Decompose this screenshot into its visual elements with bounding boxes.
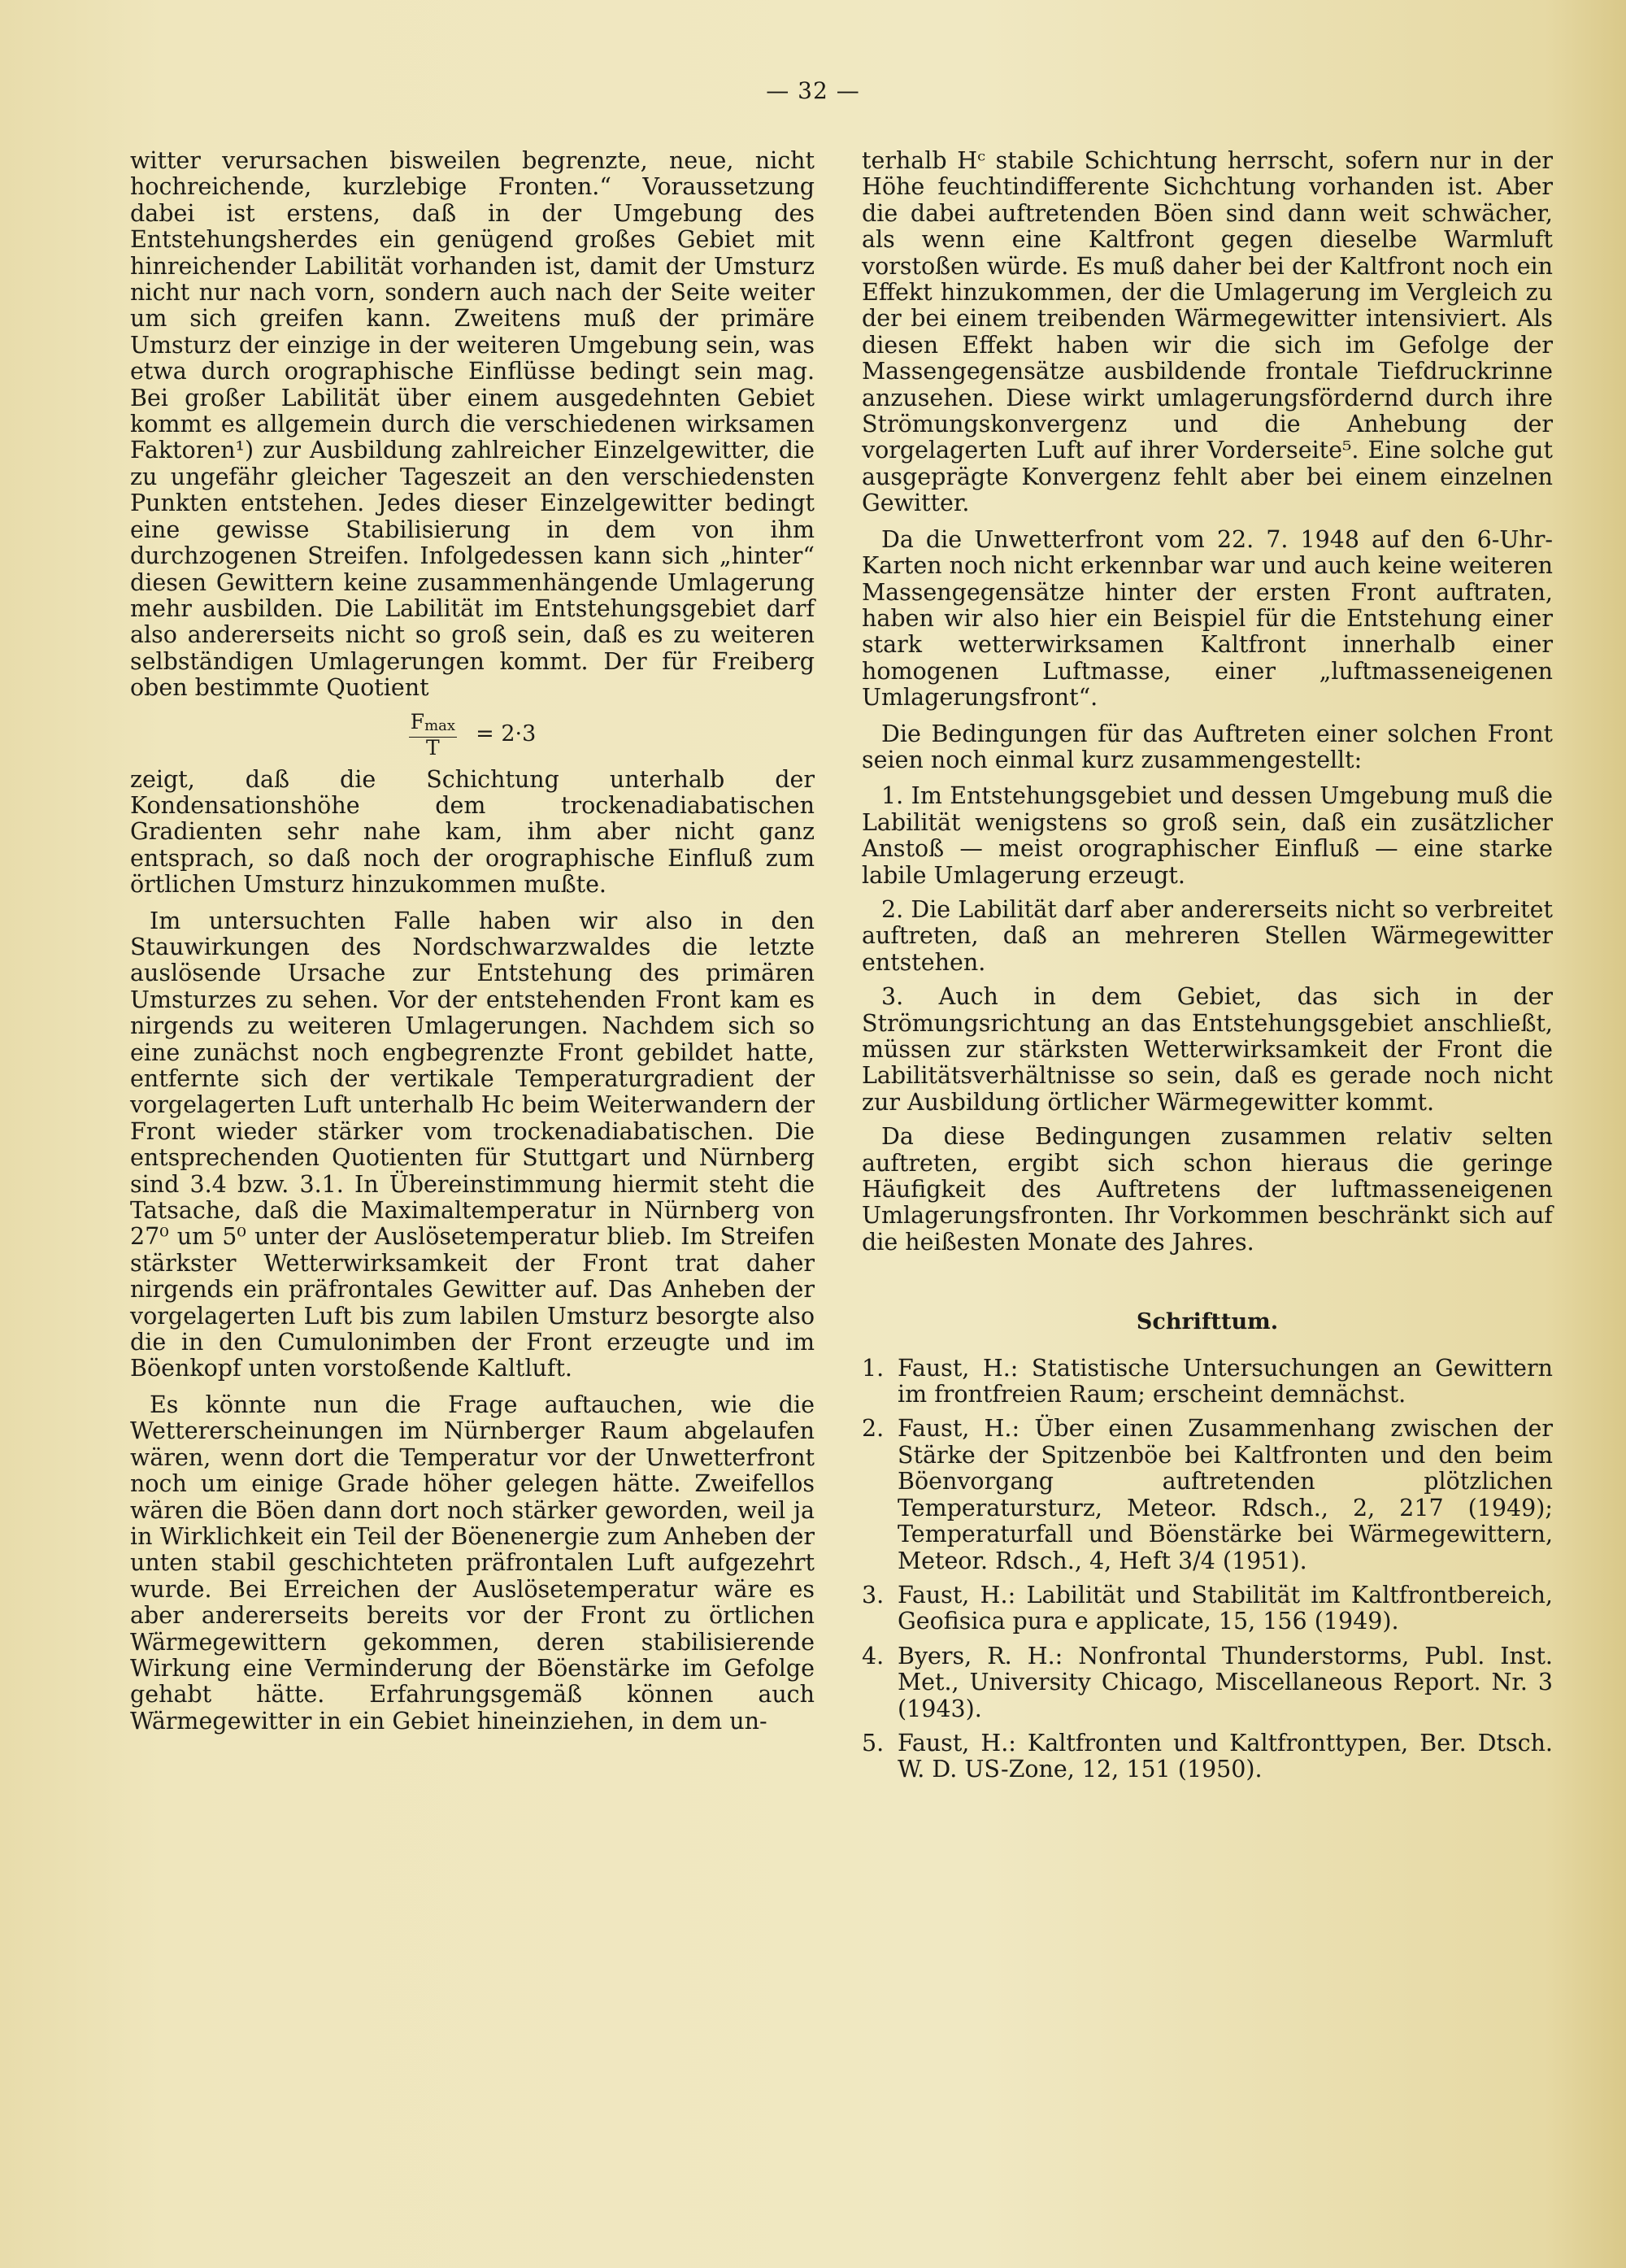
formula-result: = 2·3 — [476, 721, 537, 747]
references-list — [862, 1356, 1553, 1783]
page-number: — 32 — — [766, 77, 860, 104]
paragraph: Da diese Bedingungen zusammen relativ selten auftreten, ergibt sich schon hieraus die geringe Häufigkeit des Auftretens der luftmasseneigenen Umlagerungsfronten. Ihr Vorkommen beschränkt sich auf die heißesten Monate des Jahres. — [862, 1123, 1553, 1256]
reference-text: Faust, H.: Statistische Untersuchungen an Gewittern im frontfreien Raum; erscheint demnächst. — [898, 1354, 1553, 1408]
condition-text: Auch in dem Gebiet, das sich in der Strömungsrichtung an das Entstehungsgebiet anschließt, müssen zur stärksten Wetterwirksamkeit der Front die Labilitätsverhältnisse so sein, daß es gerade noch nicht zur Ausbildung örtlicher Wärmegewitter kommt. — [862, 983, 1553, 1116]
reference-number: 3. — [862, 1581, 885, 1608]
paragraph: Im untersuchten Falle haben wir also in den Stauwirkungen des Nordschwarzwaldes die letzte auslösende Ursache zur Entstehung des primären Umsturzes zu sehen. Vor der entstehenden Front kam es nirgends zu weiteren Umlagerungen. Nachdem sich so eine zunächst noch engbegrenzte Front gebildet hatte, entfernte sich der vertikale Temperaturgradient der vorgelagerten Luft unterhalb Hc beim Weiterwandern der Front wieder stärker vom trockenadiabatischen. Die entsprechenden Quotienten für Stuttgart und Nürnberg sind 3.4 bzw. 3.1. In Übereinstimmung hiermit steht die Tatsache, daß die Maximaltemperatur in Nürnberg von 27⁰ um 5⁰ unter der Auslösetemperatur blieb. Im Streifen stärkster Wetterwirksamkeit der Front trat daher nirgends ein präfrontales Gewitter auf. Das Anheben der vorgelagerten Luft bis zum labilen Umsturz besorgte also die in den Cumulonimben der Front erzeugte und im Böenkopf unten vorstoßende Kaltluft. — [130, 907, 815, 1382]
references-heading: Schrifttum. — [1136, 1309, 1279, 1335]
reference-text: Faust, H.: Über einen Zusammenhang zwischen der Stärke der Spitzenböe bei Kaltfronten und den beim Böenvorgang auftretenden plötzlichen Temperatursturz, Meteor. Rdsch., 2, 217 (1949); Temperaturfall und Böenstärke bei Wärmegewittern, Meteor. Rdsch., 4, Heft 3/4 (1951). — [898, 1415, 1553, 1574]
paragraph: zeigt, daß die Schichtung unterhalb der Kondensationshöhe dem trockenadiabatischen Gradienten sehr nahe kam, ihm aber nicht ganz entsprach, so daß noch der orographische Einfluß zum örtlichen Umsturz hinzukommen mußte. — [130, 765, 815, 899]
fraction-numerator: $F_{max}$ — [409, 712, 457, 738]
reference-number: 2. — [862, 1415, 885, 1443]
reference-item — [862, 1582, 1553, 1635]
condition-item — [862, 984, 1553, 1116]
left-column — [130, 148, 815, 1744]
reference-number: 4. — [862, 1642, 885, 1669]
reference-text: Byers, R. H.: Nonfrontal Thunderstorms, Publ. Inst. Met., University Chicago, Miscellaneous Report. Nr. 3 (1943). — [898, 1642, 1553, 1722]
fraction-denominator: T — [426, 735, 440, 760]
paragraph: Da die Unwetterfront vom 22. 7. 1948 auf den 6-Uhr-Karten noch nicht erkennbar war und auch keine weiteren Massengegensätze hinter der ersten Front auftraten, haben wir also hier ein Beispiel für die Entstehung einer stark wetterwirksamen Kaltfront innerhalb einer homogenen Luftmasse, einer „luftmasseneigenen Umlagerungsfront“. — [862, 525, 1553, 712]
quotient-formula — [130, 709, 815, 760]
paragraph: witter verursachen bisweilen begrenzte, neue, nicht hochreichende, kurzlebige Fronten.“ Voraussetzung dabei ist erstens, daß in der Umgebung des Entstehungsherdes ein genügend großes Gebiet mit hinreichender Labilität vorhanden ist, damit der Umsturz nicht nur nach vorn, sondern auch nach der Seite weiter um sich greifen kann. Zweitens muß der primäre Umsturz der einzige in der weiteren Umgebung sein, was etwa durch orographische Einflüsse bedingt sein mag. Bei großer Labilität über einem ausgedehnten Gebiet kommt es allgemein durch die verschiedenen wirksamen Faktoren¹) zur Ausbildung zahlreicher Einzelgewitter, die zu ungefähr gleicher Tageszeit an den verschiedensten Punkten entstehen. Jedes dieser Einzelgewitter bedingt eine gewisse Stabilisierung in dem von ihm durchzogenen Streifen. Infolgedessen kann sich „hinter“ diesen Gewittern keine zusammenhängende Umlagerung mehr ausbilden. Die Labilität im Entstehungsgebiet darf also andererseits nicht so groß sein, daß es zu weiteren selbständigen Umlagerungen kommt. Der für Freiberg oben bestimmte Quotient — [130, 147, 815, 702]
paragraph: terhalb Hᶜ stabile Schichtung herrscht, sofern nur in der Höhe feuchtindifferente Sichchtung vorhanden ist. Aber die dabei auftretenden Böen sind dann weit schwächer, als wenn eine Kaltfront gegen dieselbe Warmluft vorstoßen würde. Es muß daher bei der Kaltfront noch ein Effekt hinzukommen, der die Umlagerung im Vergleich zu der bei einem treibenden Wärmegewitter intensiviert. Als diesen Effekt haben wir die sich im Gefolge der Massengegensätze ausbildende frontale Tiefdruckrinne anzusehen. Diese wirkt umlagerungsfördernd durch ihre Strömungskonvergenz und die Anhebung der vorgelagerten Luft auf ihrer Vorderseite⁵. Eine solche gut ausgeprägte Konvergenz fehlt aber bei einem einzelnen Gewitter. — [862, 147, 1553, 517]
reference-text: Faust, H.: Labilität und Stabilität im Kaltfrontbereich, Geofisica pura e applicate, 15, 156 (1949). — [898, 1581, 1553, 1635]
condition-text: Die Labilität darf aber andererseits nicht so verbreitet auftreten, daß an mehreren Stellen Wärmegewitter entstehen. — [862, 895, 1553, 976]
reference-number: 5. — [862, 1729, 885, 1757]
condition-number: 3. — [881, 983, 904, 1011]
fraction — [409, 709, 457, 760]
paragraph: Es könnte nun die Frage auftauchen, wie die Wettererscheinungen im Nürnberger Raum abgelaufen wären, wenn dort die Temperatur vor der Unwetterfront noch um einige Grade höher gelegen hätte. Zweifellos wären die Böen dann dort noch stärker geworden, weil ja in Wirklichkeit ein Teil der Böenenergie zum Anheben der unten stabil geschichteten präfrontalen Luft aufgezehrt wurde. Bei Erreichen der Auslösetemperatur wäre es aber andererseits bereits vor der Front zu örtlichen Wärmegewittern gekommen, deren stabilisierende Wirkung eine Verminderung der Böenstärke im Gefolge gehabt hätte. Erfahrungsgemäß können auch Wärmegewitter in ein Gebiet hineinziehen, in dem un- — [130, 1391, 815, 1735]
reference-text: Faust, H.: Kaltfronten und Kaltfronttypen, Ber. Dtsch. W. D. US-Zone, 12, 151 (1950). — [898, 1729, 1553, 1783]
reference-item — [862, 1643, 1553, 1722]
right-column — [862, 148, 1553, 1791]
paragraph: Die Bedingungen für das Auftreten einer solchen Front seien noch einmal kurz zusammengestellt: — [862, 720, 1553, 773]
condition-number: 2. — [881, 895, 904, 923]
condition-number: 1. — [881, 782, 904, 810]
reference-number: 1. — [862, 1354, 885, 1382]
condition-item — [862, 897, 1553, 976]
reference-item — [862, 1356, 1553, 1408]
condition-item — [862, 783, 1553, 889]
numerator-subscript: max — [424, 716, 456, 734]
condition-text: Im Entstehungsgebiet und dessen Umgebung muß die Labilität wenigstens so groß sein, daß ein zusätzlicher Anstoß — meist orographischer Einfluß — eine starke labile Umlagerung erzeugt. — [862, 782, 1554, 889]
reference-item — [862, 1730, 1553, 1783]
reference-item — [862, 1416, 1553, 1574]
